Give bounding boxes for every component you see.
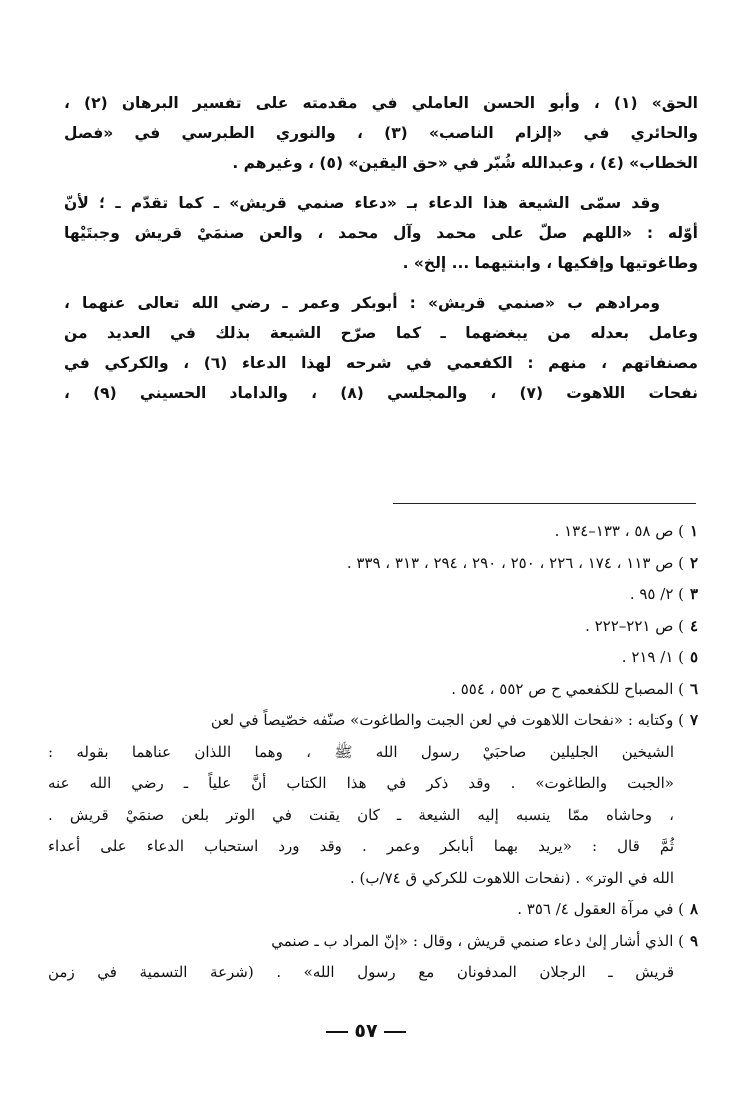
page-number: ٥٧ — [0, 1020, 732, 1042]
footnote-continuation: الشيخين الجليلين صاحبَيْ رسول الله ﷺ ، وهما اللذان عناهما بقوله : — [48, 742, 674, 761]
main-text — [64, 88, 698, 408]
footnote-continuation: الله في الوتر» . (نفحات اللاهوت للكركي ق ٧٤/ب) . — [350, 868, 674, 887]
footnote: ٣) ٢/ ٩٥ . — [629, 585, 698, 603]
footnote: ٨) في مرآة العقول ٤/ ٣٥٦ . — [517, 900, 698, 918]
footnotes — [48, 516, 698, 989]
footnote-continuation: ، وحاشاه ممّا ينسبه إليه الشيعة ـ كان يقنت في الوتر بلعن صنمَيْ قريش . — [48, 805, 674, 824]
text-line: والحائري في «إلزام الناصب» (٣) ، والنوري الطبرسي في «فصل — [64, 124, 698, 142]
text-line: وعامل بعدله من يبغضهما ـ كما صرّح الشيعة بذلك في العديد من — [64, 324, 698, 342]
footnote: ٥) ١/ ٢١٩ . — [621, 648, 698, 666]
text-line: وقد سمّى الشيعة هذا الدعاء بـ «دعاء صنمي قريش» ـ كما تقدّم ـ ؛ لأنّ — [64, 194, 660, 212]
footnote: ٦) المصباح للكفعمي ح ص ٥٥٢ ، ٥٥٤ . — [451, 679, 698, 698]
footnote-continuation: «الجبت والطاغوت» . وقد ذكر في هذا الكتاب أنَّ علياً ـ رضي الله عنه — [48, 774, 674, 792]
text-line: الحق» (١) ، وأبو الحسن العاملي في مقدمته على تفسير البرهان (٢) ، — [64, 94, 698, 112]
footnote: ١) ص ٥٨ ، ١٣٣–١٣٤ . — [554, 522, 698, 540]
footnote-separator — [393, 503, 696, 504]
footnote: ٩) الذي أشار إلىٰ دعاء صنمي قريش ، وقال : «إنّ المراد ب ـ صنمي — [271, 931, 698, 950]
text-line: أوّله : «اللهم صلّ على محمد وآل محمد ، والعن صنمَيْ قريش وجبتَيْها — [64, 224, 698, 242]
footnote: ٤) ص ٢٢١–٢٢٢ . — [585, 616, 698, 635]
footnote: ٢) ص ١١٣ ، ١٧٤ ، ٢٢٦ ، ٢٥٠ ، ٢٩٠ ، ٢٩٤ ، ٣١٣ ، ٣٣٩ . — [346, 553, 698, 572]
footnote: ٧) وكتابه : «نفحات اللاهوت في لعن الجبت والطاغوت» صنّفه خصّيصاً في لعن — [210, 711, 698, 729]
text-line: الخطاب» (٤) ، وعبدالله شُبّر في «حق اليقين» (٥) ، وغيرهم . — [232, 154, 698, 172]
footnote-continuation: قريش ـ الرجلان المدفونان مع رسول الله» . (شرعة التسمية في زمن — [48, 963, 674, 981]
footnote-continuation: ثُمَّ قال : «يريد بهما أبابكر وعمر . وقد ورد استحباب الدعاء على أعداء — [48, 837, 674, 855]
text-line: وطاغوتيها وإفكيها ، وابنتيهما ... إلخ» . — [402, 254, 698, 272]
text-line: ومرادهم ب «صنمي قريش» : أبوبكر وعمر ـ رضي الله تعالى عنهما ، — [64, 294, 660, 312]
text-line: نفحات اللاهوت (٧) ، والمجلسي (٨) ، والداماد الحسيني (٩) ، — [64, 384, 698, 402]
text-line: مصنفاتهم ، منهم : الكفعمي في شرحه لهذا الدعاء (٦) ، والكركي في — [64, 354, 698, 372]
